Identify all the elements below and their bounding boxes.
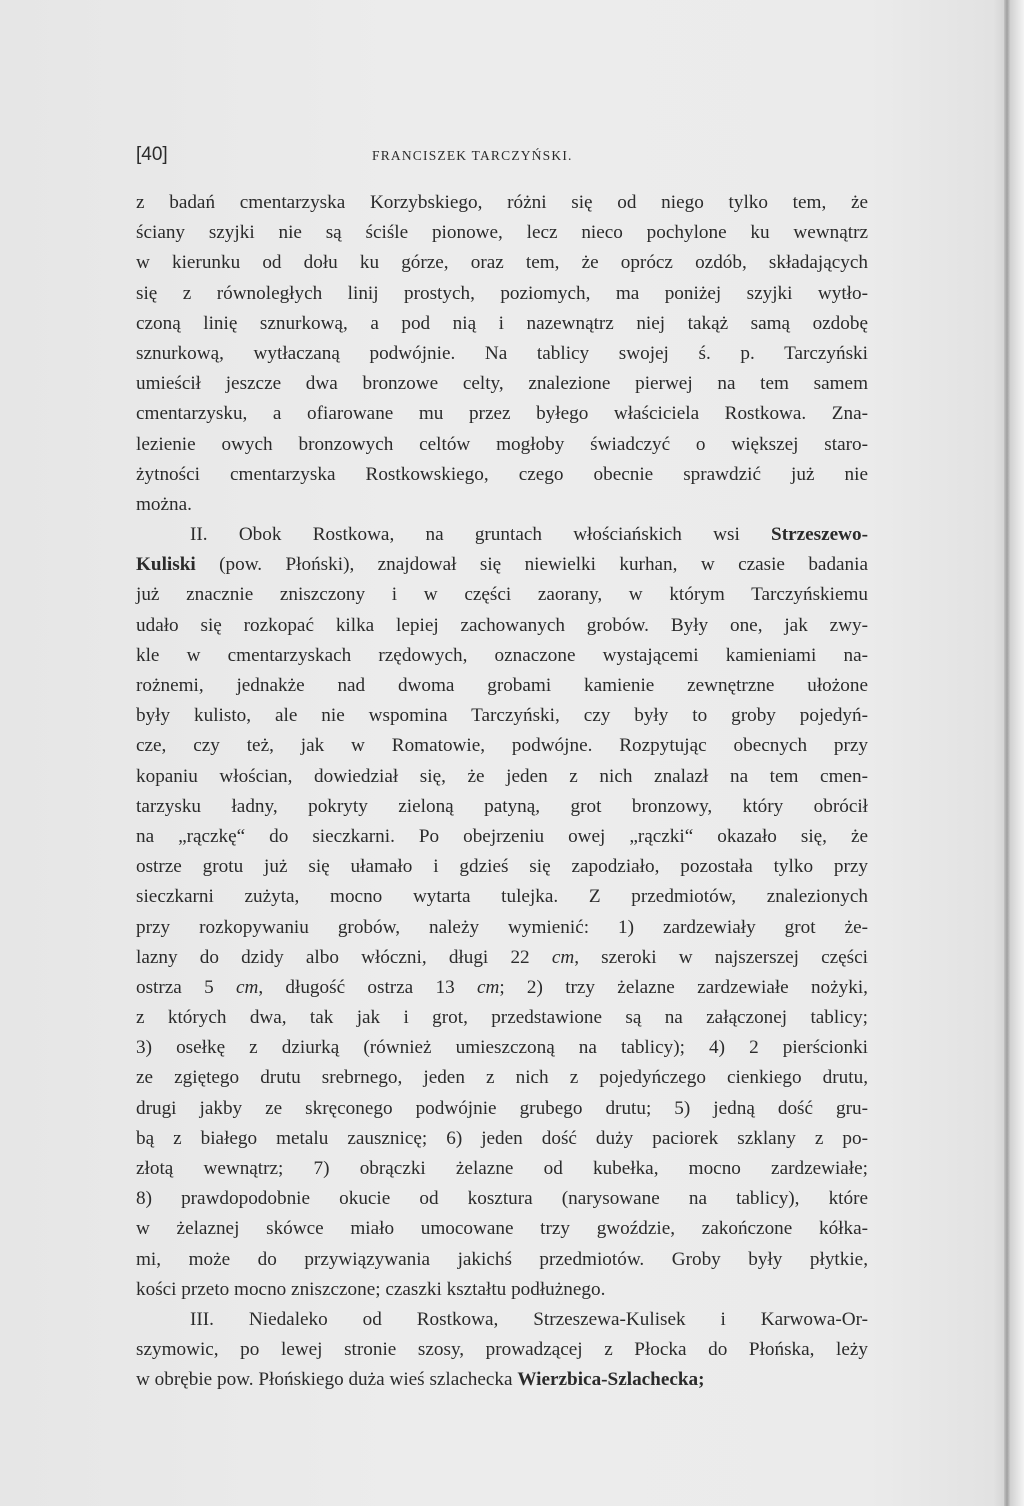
text-line <box>136 1124 868 1154</box>
text-line <box>136 520 868 550</box>
text-run: kle w cmentarzyskach rzędowych, oznaczone wystającemi kamieniami na- <box>136 644 868 666</box>
body-text <box>136 188 868 1396</box>
text-line <box>136 1003 868 1033</box>
text-line <box>136 882 868 912</box>
text-line <box>136 550 868 580</box>
bold-place-name: Wierzbica-Szlachecka; <box>517 1369 705 1391</box>
text-run: mi, może do przywiązywania jakichś przedmiotów. Groby były płytkie, <box>136 1248 868 1270</box>
text-run: żytności cmentarzyska Rostkowskiego, czego obecnie sprawdzić już nie <box>136 463 868 485</box>
text-run: z których dwa, tak jak i grot, przedstawione są na załączonej tablicy; <box>136 1007 868 1029</box>
text-run: w żelaznej skówce miało umocowane trzy gwoździe, zakończone kółka- <box>136 1218 868 1240</box>
text-run: w obrębie pow. Płońskiego duża wieś szlachecka <box>136 1369 518 1391</box>
text-run: lezienie owych bronzowych celtów mogłoby świadczyć o większej staro- <box>136 433 868 455</box>
text-line <box>136 1365 868 1395</box>
text-run: umieścił jeszcze dwa bronzowe celty, znalezione pierwej na tem samem <box>136 373 868 395</box>
text-line <box>136 430 868 460</box>
text-run: II. Obok Rostkowa, na gruntach włościańskich wsi <box>190 524 772 546</box>
book-spine-shadow <box>1004 0 1010 1506</box>
text-run: ; 2) trzy żelazne zardzewiałe nożyki, <box>499 976 868 998</box>
text-line <box>136 580 868 610</box>
text-line <box>136 792 868 822</box>
bold-place-name: Strzeszewo- <box>771 524 868 546</box>
running-head: FRANCISZEK TARCZYŃSKI. <box>372 148 573 163</box>
text-run: sieczkarni zużyta, mocno wytarta tulejka. Z przedmiotów, znalezionych <box>136 886 868 908</box>
text-run: kości przeto mocno zniszczone; czaszki kształtu podłużnego. <box>136 1278 606 1300</box>
text-run: cmentarzysku, a ofiarowane mu przez byłego właściciela Rostkowa. Zna- <box>136 403 868 425</box>
text-run: ściany szyjki nie są ściśle pionowe, lecz nieco pochylone ku wewnątrz <box>136 222 868 244</box>
text-line <box>136 973 868 1003</box>
text-line <box>136 1305 868 1335</box>
text-line <box>136 218 868 248</box>
text-line <box>136 701 868 731</box>
text-run: szymowic, po lewej stronie szosy, prowadzącej z Płocka do Płońska, leży <box>136 1339 868 1361</box>
text-run: złotą wewnątrz; 7) obrączki żelazne od kubełka, mocno zardzewiałe; <box>136 1158 868 1179</box>
italic-unit: cm <box>235 976 259 998</box>
text-run: tarzysku ładny, pokryty zieloną patyną, grot bronzowy, który obrócił <box>136 795 868 817</box>
text-run: w kierunku od dołu ku górze, oraz tem, że oprócz ozdób, składających <box>136 252 868 274</box>
text-line <box>136 339 868 369</box>
text-run: ze zgiętego drutu srebrnego, jeden z nich z pojedyńczego cienkiego drutu, <box>136 1067 868 1089</box>
text-run: , szeroki w najszerszej części <box>574 946 868 968</box>
text-run: sznurkową, wytłaczaną podwójnie. Na tablicy swojej ś. p. Tarczyński <box>136 342 868 364</box>
text-run: cze, czy też, jak w Romatowie, podwójne. Rozpytując obecnych przy <box>136 735 868 757</box>
text-line <box>136 762 868 792</box>
text-run: ostrze grotu już się ułamało i gdzieś się zapodziało, pozostała tylko przy <box>136 856 868 878</box>
text-run: (pow. Płoński), znajdował się niewielki kurhan, w czasie badania <box>195 554 868 576</box>
text-run: z badań cmentarzyska Korzybskiego, różni się od niego tylko tem, że <box>136 192 868 213</box>
text-run: już znacznie zniszczony i w części zaorany, w którym Tarczyńskiemu <box>136 584 868 606</box>
text-line <box>136 822 868 852</box>
text-line <box>136 1063 868 1093</box>
text-run: udało się rozkopać kilka lepiej zachowanych grobów. Były one, jak zwy- <box>136 614 868 636</box>
text-run: były kulisto, ale nie wspomina Tarczyński, czy były to groby pojedyń- <box>136 705 868 727</box>
text-line <box>136 1184 868 1214</box>
text-line <box>136 1094 868 1124</box>
text-line <box>136 943 868 973</box>
text-line <box>136 279 868 309</box>
text-run: ostrza 5 <box>136 976 236 998</box>
text-line <box>136 460 868 490</box>
text-line <box>136 248 868 278</box>
text-run: drugi jakby ze skręconego podwójnie grubego drutu; 5) jedną dość gru- <box>136 1097 868 1119</box>
text-line <box>136 1275 868 1305</box>
text-line <box>136 852 868 882</box>
text-run: się z równoległych linij prostych, poziomych, ma poniżej szyjki wytło- <box>136 282 868 304</box>
text-run: przy rozkopywaniu grobów, należy wymienić: 1) zardzewiały grot że- <box>136 916 868 938</box>
text-line <box>136 731 868 761</box>
text-run: bą z białego metalu zausznicę; 6) jeden dość duży paciorek szklany z po- <box>136 1127 868 1149</box>
text-line <box>136 913 868 943</box>
text-line <box>136 1214 868 1244</box>
page-header <box>136 144 866 174</box>
text-line <box>136 490 868 520</box>
text-run: czoną linię sznurkową, a pod nią i nazewnątrz niej takąż samą ozdobę <box>136 312 868 334</box>
text-line <box>136 641 868 671</box>
text-line <box>136 671 868 701</box>
text-run: na „rączkę“ do sieczkarni. Po obejrzeniu owej „rączki“ okazało się, że <box>136 825 868 847</box>
text-line <box>136 1154 868 1184</box>
text-run: 8) prawdopodobnie okucie od kosztura (narysowane na tablicy), które <box>136 1188 868 1210</box>
text-run: lazny do dzidy albo włóczni, długi 22 <box>136 946 552 968</box>
text-run: III. Niedaleko od Rostkowa, Strzeszewa-Kulisek i Karwowa-Or- <box>190 1308 868 1330</box>
text-run: można. <box>136 493 192 515</box>
text-line <box>136 611 868 641</box>
text-line <box>136 369 868 399</box>
text-line <box>136 1033 868 1063</box>
text-line <box>136 188 868 218</box>
text-run: 3) osełkę z dziurką (również umieszczoną na tablicy); 4) 2 pierścionki <box>136 1037 868 1059</box>
text-line <box>136 309 868 339</box>
text-run: , długość ostrza 13 <box>258 976 477 998</box>
bold-place-name: Kuliski <box>136 554 196 576</box>
page-number: [40] <box>136 144 168 165</box>
text-line <box>136 399 868 429</box>
text-line <box>136 1245 868 1275</box>
italic-unit: cm <box>476 976 500 998</box>
text-line <box>136 1335 868 1365</box>
italic-unit: cm <box>551 946 575 968</box>
text-run: rożnemi, jednakże nad dwoma grobami kamienie zewnętrzne ułożone <box>136 675 868 696</box>
text-run: kopaniu włościan, dowiedział się, że jeden z nich znalazł na tem cmen- <box>136 765 868 787</box>
